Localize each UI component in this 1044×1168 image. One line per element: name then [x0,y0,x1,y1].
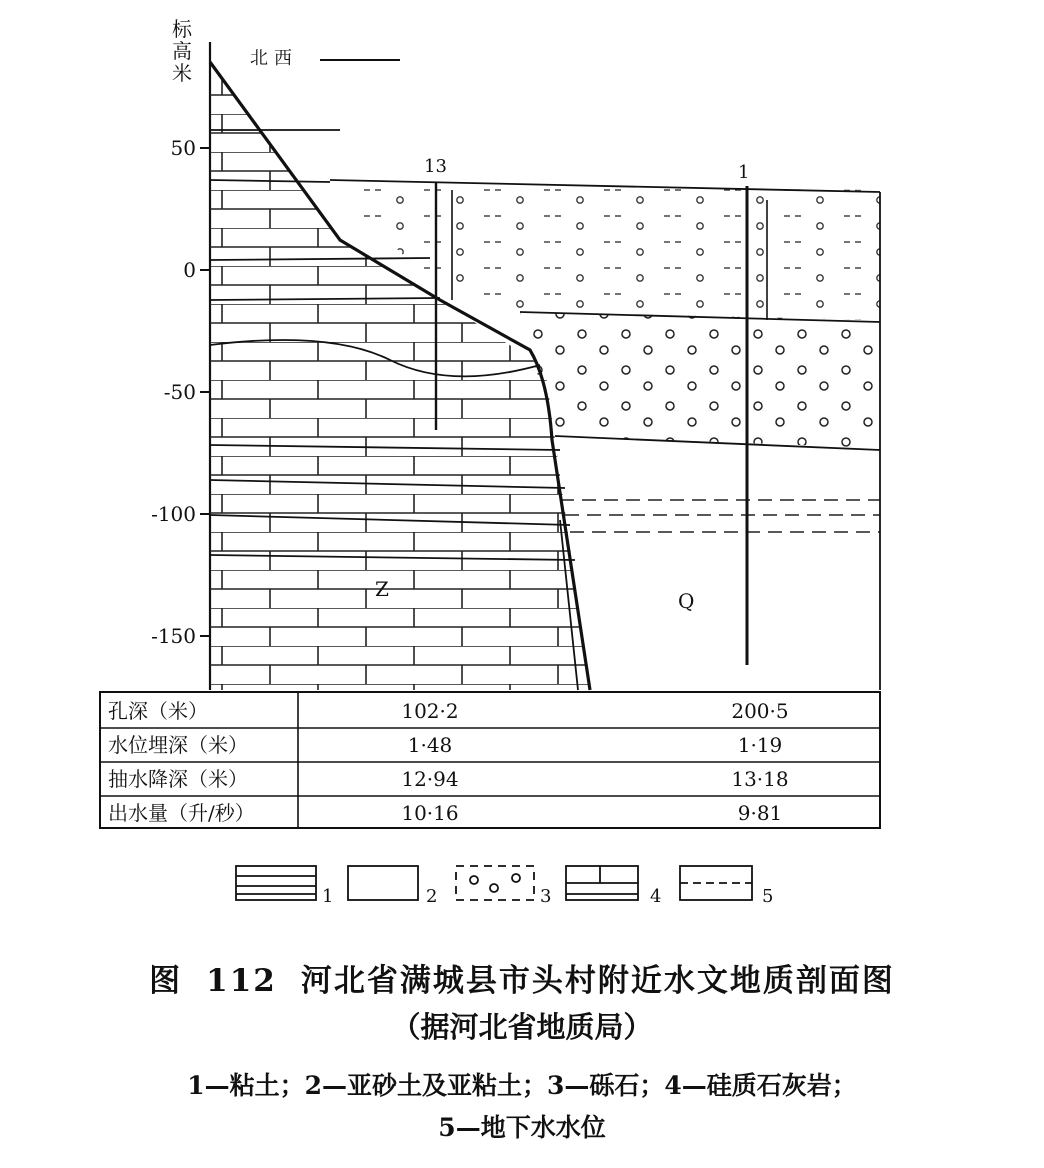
legend-num-3: 3 [540,886,552,907]
legend-num-4: 4 [650,886,662,907]
table-cell-borehole-13: 12·94 [401,767,459,791]
direction-label: 北西 [250,48,298,69]
table-cell-borehole-1: 200·5 [731,699,789,723]
legend-symbol-3 [456,866,534,900]
y-tick-label: -150 [151,624,196,648]
table-cell-borehole-13: 1·48 [407,733,453,757]
legend-text-line-1: 1—粘土；2—亚砂土及亚粘土；3—砾石；4—硅质石灰岩； [187,1071,857,1100]
table-cell-borehole-1: 13·18 [731,767,789,791]
legend-numbers [322,886,773,907]
figure-number: 112 [206,963,277,999]
legend-num-1: 1 [322,886,334,907]
legend-num-5: 5 [762,886,774,907]
figure-caption-title [0,955,1044,1000]
y-axis-label-2: 高 [172,39,192,63]
y-tick-label: 50 [170,136,196,160]
table-cell-borehole-1: 9·81 [737,801,783,825]
clay-layers [560,500,880,532]
table-row-label: 抽水降深（米） [108,767,248,791]
legend-symbol-5 [680,866,752,900]
legend-symbols [236,866,752,900]
table-cell-borehole-13: 102·2 [401,699,459,723]
y-axis [151,17,210,690]
figure-source: （据河北省地质局） [391,1010,653,1044]
borehole-13-label: 13 [424,156,447,177]
unit-label-z: Z [375,577,389,601]
table-row-label: 孔深（米） [108,699,208,723]
y-axis-label-1: 标 [172,17,192,41]
legend-symbol-1 [236,866,316,900]
unit-label-q: Q [678,589,695,613]
y-tick-label: 0 [183,258,196,282]
legend-text-line-2: 5—地下水水位 [438,1113,606,1142]
figure-title: 河北省满城县市头村附近水文地质剖面图 [300,963,895,999]
borehole-1-label: 1 [738,162,750,183]
legend-symbol-4 [566,866,638,900]
table-row-label: 出水量（升/秒） [108,801,255,825]
table-cell-borehole-1: 1·19 [737,733,783,757]
legend-symbol-2 [348,866,418,900]
figure-label: 图 [149,963,183,999]
y-tick-label: -100 [151,502,196,526]
legend-num-2: 2 [426,886,438,907]
y-axis-label-3: 米 [172,61,192,85]
y-tick-label: -50 [163,380,196,404]
table-row-label: 水位埋深（米） [108,733,248,757]
table-cell-borehole-13: 10·16 [401,801,459,825]
gravel-layer [520,312,880,448]
